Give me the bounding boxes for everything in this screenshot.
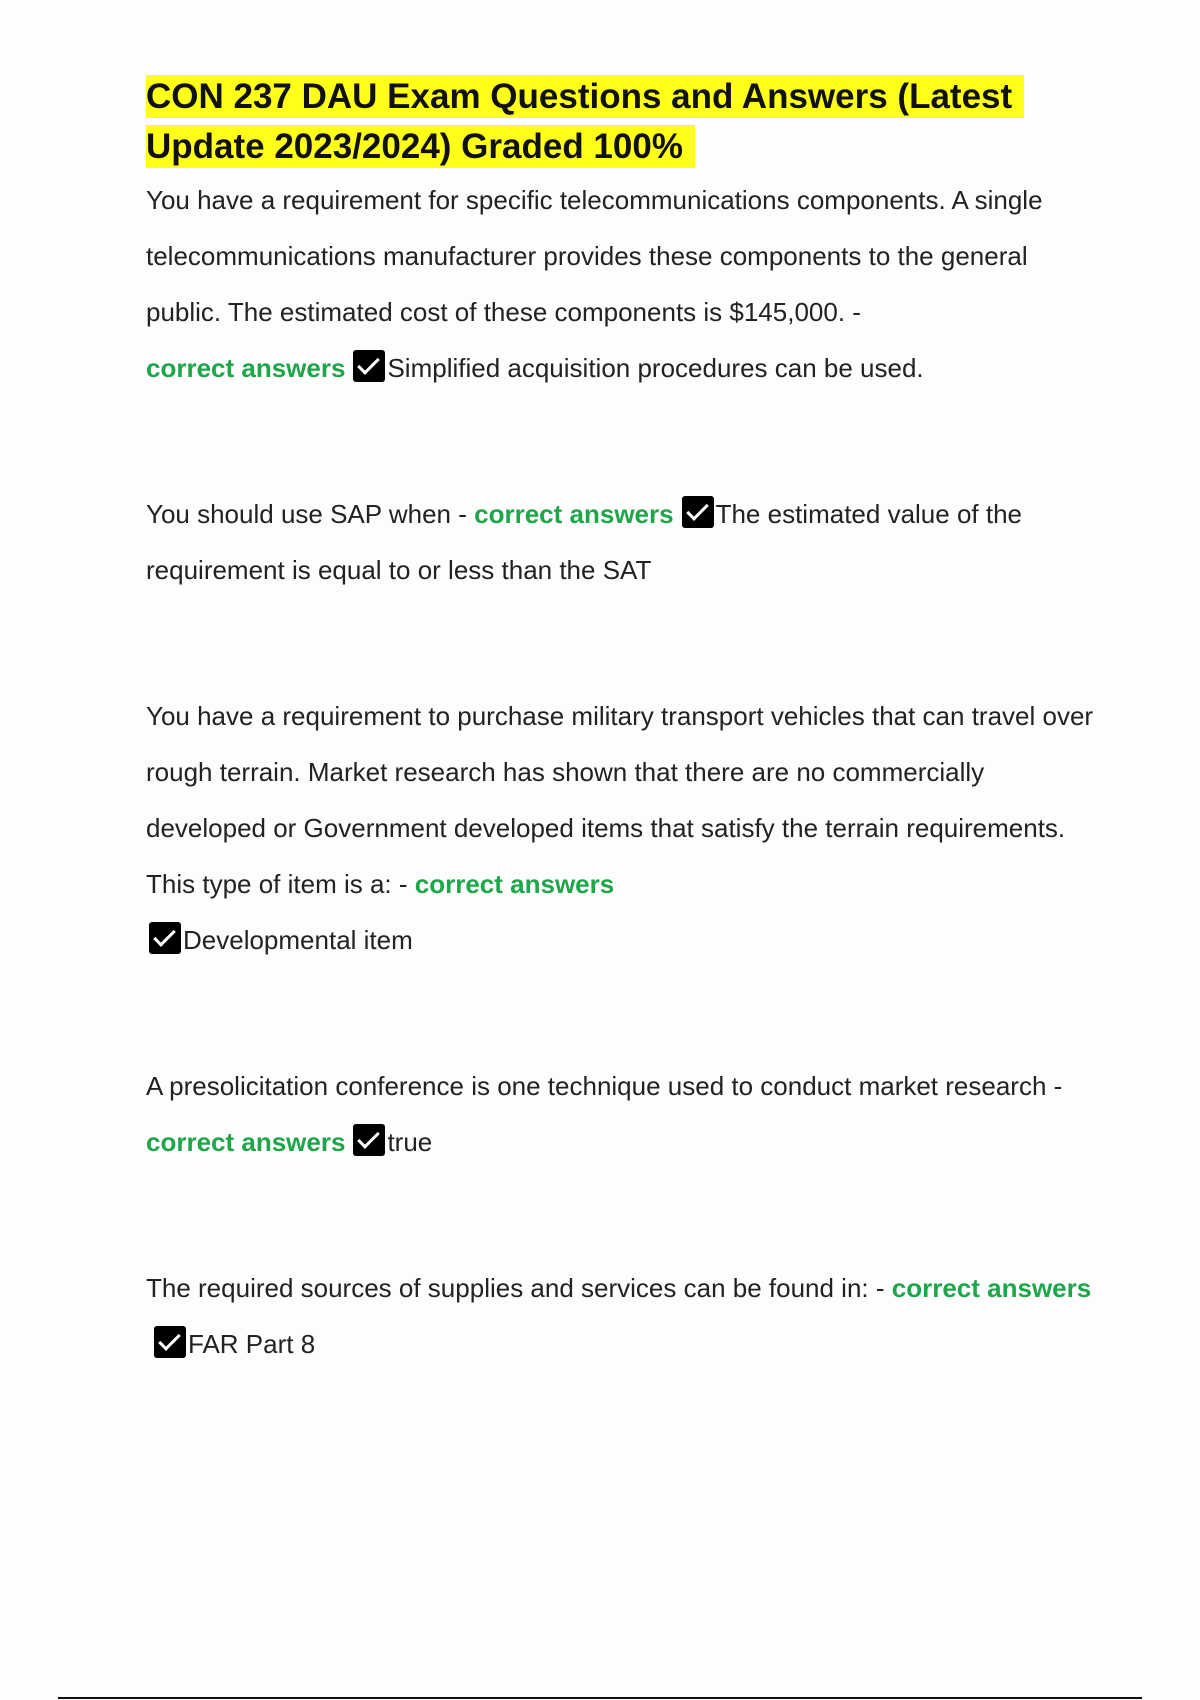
checkbox-checked-icon bbox=[353, 1124, 385, 1156]
answer-text: FAR Part 8 bbox=[188, 1329, 316, 1359]
question-text: You have a requirement for specific telecommunications components. A single telecommunications manufacturer provides these components to the general public. The estimated cost of these components is $145,000. - bbox=[146, 185, 1043, 327]
answer-text: Developmental item bbox=[183, 925, 413, 955]
question-text: You should use SAP when - bbox=[146, 499, 467, 529]
question-text: You have a requirement to purchase military transport vehicles that can travel over rough terrain. Market research has shown that there are no commercially developed or Government developed items that satisfy the terrain requirements. This type of item is a: - bbox=[146, 701, 1094, 899]
document-page bbox=[146, 72, 1096, 1372]
qa-item-3 bbox=[146, 688, 1096, 968]
qa-item-4 bbox=[146, 1058, 1096, 1170]
checkbox-checked-icon bbox=[353, 350, 385, 382]
qa-item-2 bbox=[146, 486, 1096, 598]
answer-tag: correct answers bbox=[146, 353, 346, 383]
document-title-text: CON 237 DAU Exam Questions and Answers (Latest Update 2023/2024) Graded 100% bbox=[146, 75, 1024, 168]
checkbox-checked-icon bbox=[154, 1326, 186, 1358]
question-text: A presolicitation conference is one technique used to conduct market research - bbox=[146, 1071, 1063, 1101]
answer-text: true bbox=[387, 1127, 433, 1157]
checkbox-checked-icon bbox=[682, 496, 714, 528]
footer-divider bbox=[58, 1697, 1142, 1699]
answer-text: Simplified acquisition procedures can be used. bbox=[387, 353, 924, 383]
answer-tag: correct answers bbox=[414, 869, 615, 899]
answer-tag: correct answers bbox=[146, 1127, 346, 1157]
checkbox-checked-icon bbox=[149, 922, 181, 954]
question-text: The required sources of supplies and services can be found in: - bbox=[146, 1273, 885, 1303]
document-title bbox=[146, 72, 1096, 172]
answer-tag: correct answers bbox=[474, 499, 674, 529]
qa-item-1 bbox=[146, 172, 1096, 396]
qa-item-5 bbox=[146, 1260, 1096, 1372]
answer-tag: correct answers bbox=[891, 1273, 1092, 1303]
answer-text: The estimated value of the requirement is equal to or less than the SAT bbox=[146, 499, 1022, 585]
